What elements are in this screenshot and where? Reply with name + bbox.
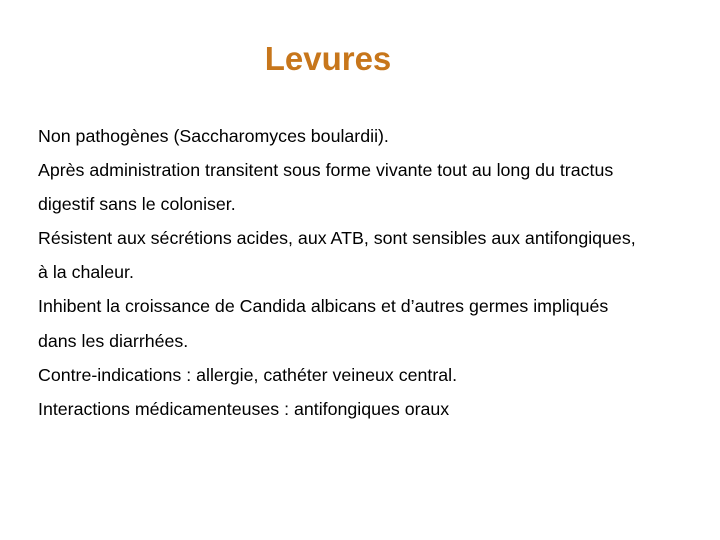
body-line: digestif sans le coloniser. <box>38 194 236 215</box>
body-line: Après administration transitent sous forme vivante tout au long du tractus <box>38 160 614 181</box>
body-line: Non pathogènes (Saccharomyces boulardii). <box>38 126 389 146</box>
body-line: à la chaleur. <box>38 262 134 283</box>
body-line: dans les diarrhées. <box>38 330 189 351</box>
body-line: Contre-indications : allergie, cathéter veineux central. <box>38 364 458 385</box>
body-line: Interactions médicamenteuses : antifongiques oraux <box>38 398 450 419</box>
body-line: Résistent aux sécrétions acides, aux ATB, sont sensibles aux antifongiques, <box>38 228 636 249</box>
slide-body <box>38 122 718 429</box>
body-line: Inhibent la croissance de Candida albicans et d’autres germes impliqués <box>38 296 609 317</box>
slide-title: Levures <box>264 40 392 77</box>
